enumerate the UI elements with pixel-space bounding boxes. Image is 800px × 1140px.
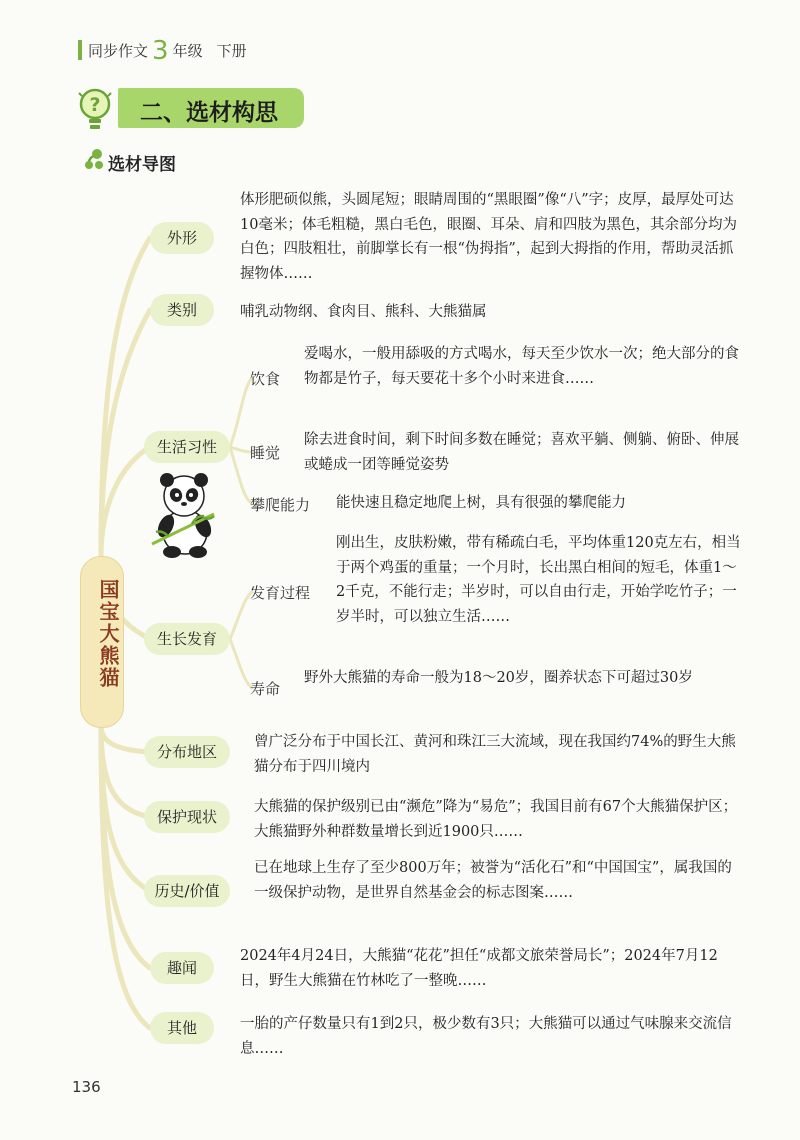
svg-text:?: ? <box>89 94 101 116</box>
subnode-lifespan: 寿命 <box>250 680 281 698</box>
root-label: 国宝大熊猫 <box>96 579 120 689</box>
text-develop: 刚出生，皮肤粉嫩，带有稀疏白毛，平均体重120克左右，相当于两个鸡蛋的重量；一个月时，长出黑白相间的短毛，体重1～2千克，不能行走；半岁时，可以自由行走，开始学吃竹子；一岁半时，可以独立生活…… <box>336 535 741 625</box>
node-history: 历史/价值 <box>144 875 230 907</box>
node-habits: 生活习性 <box>144 431 230 463</box>
header-volume: 下册 <box>216 42 247 60</box>
text-category: 哺乳动物纲、食肉目、熊科、大熊猫属 <box>240 304 487 320</box>
section-title: 二、选材构思 <box>140 100 278 126</box>
subnode-sleep: 睡觉 <box>250 444 281 462</box>
node-appearance: 外形 <box>150 222 214 254</box>
text-fun: 2024年4月24日，大熊猫“花花”担任“成都文旅荣誉局长”；2024年7月12日，野生大熊猫在竹林吃了一整晚…… <box>240 948 718 989</box>
text-protection: 大熊猫的保护级别已由“濒危”降为“易危”；我国目前有67个大熊猫保护区；大熊猫野外种群数量增长到近1900只…… <box>254 799 738 840</box>
header-grade-number: 3 <box>152 36 169 66</box>
page-number: 136 <box>72 1078 101 1096</box>
text-climb: 能快速且稳定地爬上树，具有很强的攀爬能力 <box>336 495 626 511</box>
subnode-develop: 发育过程 <box>250 584 311 602</box>
header-book: 同步作文 <box>88 42 149 60</box>
text-lifespan: 野外大熊猫的寿命一般为18～20岁，圈养状态下可超过30岁 <box>304 670 693 686</box>
node-fun: 趣闻 <box>150 952 214 984</box>
node-protection: 保护现状 <box>144 801 230 833</box>
text-distribution: 曾广泛分布于中国长江、黄河和珠江三大流域，现在我国约74%的野生大熊猫分布于四川境内 <box>254 734 736 775</box>
panda-illustration <box>148 470 220 560</box>
text-diet: 爱喝水，一般用舔吸的方式喝水，每天至少饮水一次；绝大部分的食物都是竹子，每天要花十多个小时来进食…… <box>304 346 739 387</box>
header-grade: 年级 <box>172 42 203 60</box>
text-sleep: 除去进食时间，剩下时间多数在睡觉；喜欢平躺、侧躺、俯卧、伸展或蜷成一团等睡觉姿势 <box>304 432 739 473</box>
sub-title: 选材导图 <box>108 155 176 175</box>
node-category: 类别 <box>150 294 214 326</box>
node-growth: 生长发育 <box>144 623 230 655</box>
text-appearance: 体形肥硕似熊，头圆尾短；眼睛周围的“黑眼圈”像“八”字；皮厚，最厚处可达10毫米；体毛粗糙，黑白毛色，眼圈、耳朵、肩和四肢为黑色，其余部分均为白色；四肢粗壮，前脚掌长有一根“伪拇指”，起到大拇指的作用，帮助灵活抓握物体…… <box>240 192 737 282</box>
node-other: 其他 <box>150 1012 214 1044</box>
text-other: 一胎的产仔数量只有1到2只，极少数有3只；大熊猫可以通过气味腺来交流信息…… <box>240 1016 732 1057</box>
node-distribution: 分布地区 <box>144 736 230 768</box>
text-history: 已在地球上生存了至少800万年；被誉为“活化石”和“中国国宝”，属我国的一级保护动物，是世界自然基金会的标志图案…… <box>254 860 732 901</box>
root-node <box>80 556 124 728</box>
subnode-diet: 饮食 <box>250 370 281 388</box>
subnode-climb: 攀爬能力 <box>250 496 311 514</box>
